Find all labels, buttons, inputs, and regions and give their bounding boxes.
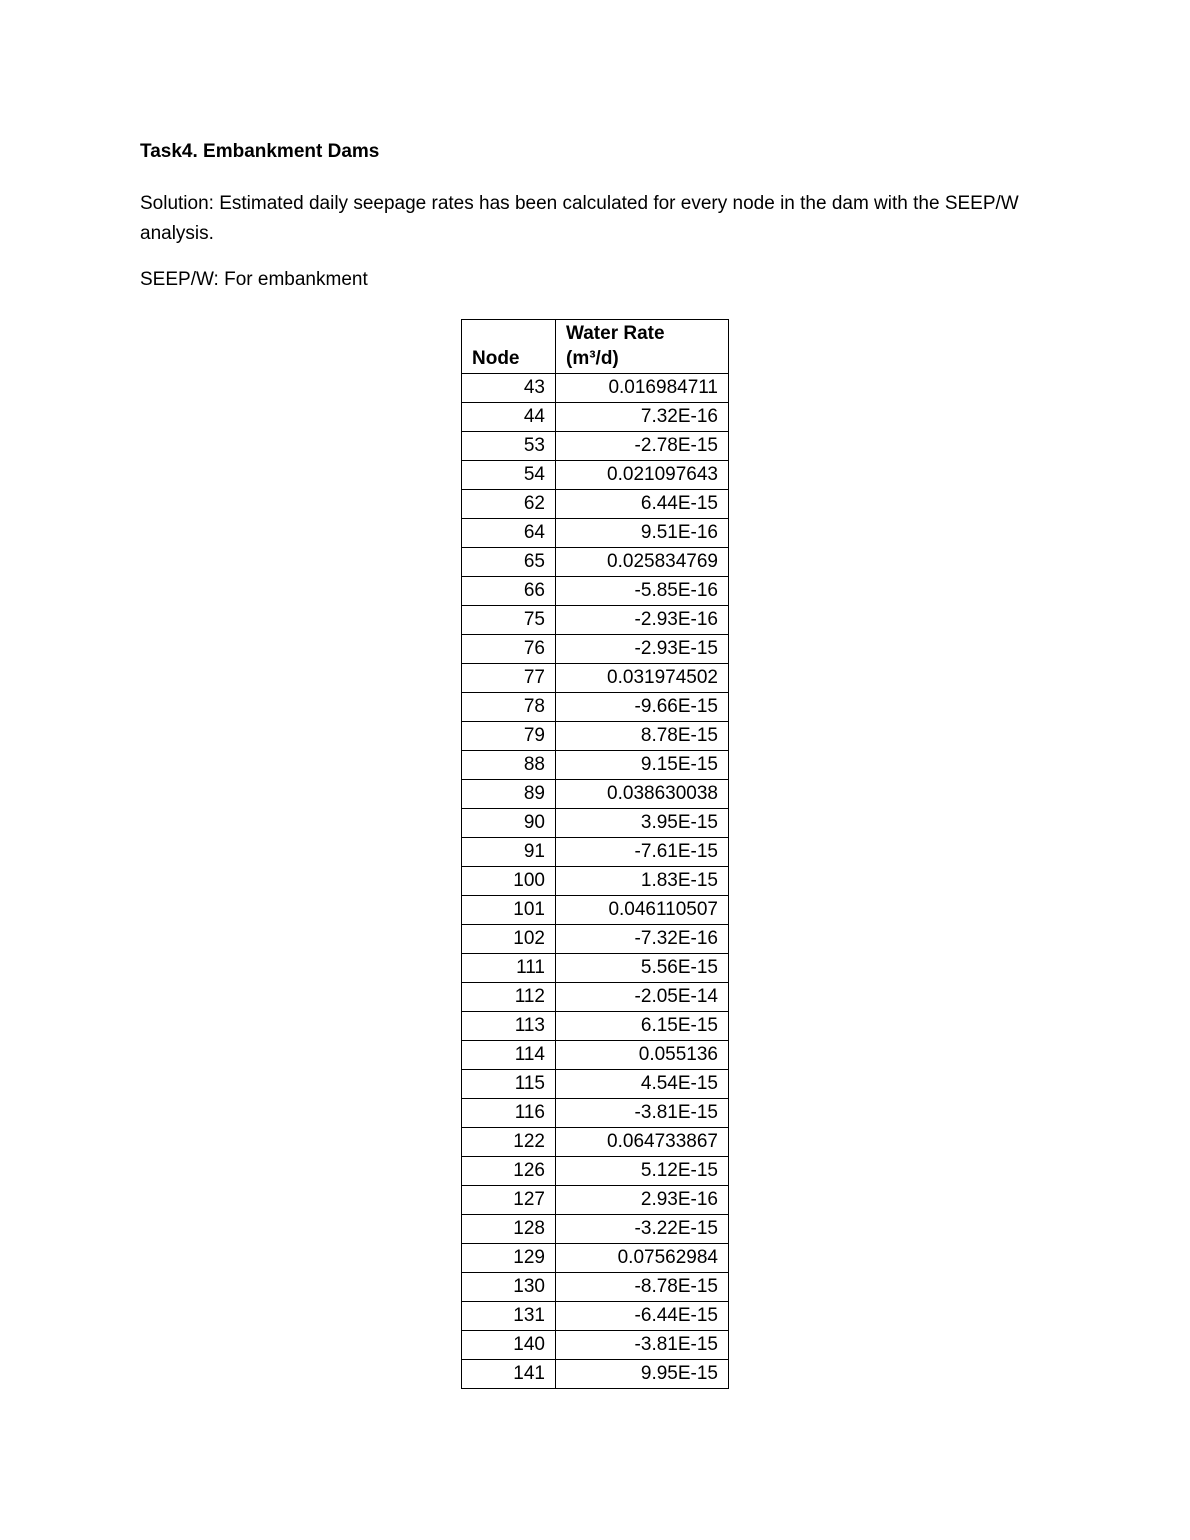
water-rate-cell: 0.055136: [556, 1041, 729, 1070]
water-rate-cell: 7.32E-16: [556, 403, 729, 432]
seepage-rate-table: [461, 319, 729, 1389]
water-rate-cell: 5.12E-15: [556, 1157, 729, 1186]
water-rate-cell: -3.81E-15: [556, 1331, 729, 1360]
table-row: [462, 1157, 729, 1186]
table-body: [462, 374, 729, 1389]
node-cell: 53: [462, 432, 556, 461]
node-cell: 140: [462, 1331, 556, 1360]
water-rate-cell: -3.22E-15: [556, 1215, 729, 1244]
table-row: [462, 1012, 729, 1041]
water-rate-cell: 1.83E-15: [556, 867, 729, 896]
table-row: [462, 403, 729, 432]
node-cell: 100: [462, 867, 556, 896]
node-cell: 89: [462, 780, 556, 809]
node-cell: 91: [462, 838, 556, 867]
task-heading: Task4. Embankment Dams: [140, 141, 380, 162]
water-rate-cell: -2.78E-15: [556, 432, 729, 461]
water-rate-column-header: [556, 320, 729, 374]
node-cell: 77: [462, 664, 556, 693]
node-cell: 114: [462, 1041, 556, 1070]
water-rate-cell: 0.064733867: [556, 1128, 729, 1157]
water-rate-cell: 0.025834769: [556, 548, 729, 577]
seep-w-subheading: SEEP/W: For embankment: [140, 269, 368, 290]
water-rate-cell: 8.78E-15: [556, 722, 729, 751]
node-cell: 66: [462, 577, 556, 606]
water-rate-cell: 0.038630038: [556, 780, 729, 809]
table-row: [462, 693, 729, 722]
table-row: [462, 867, 729, 896]
water-rate-cell: -2.93E-15: [556, 635, 729, 664]
node-cell: 127: [462, 1186, 556, 1215]
node-cell: 75: [462, 606, 556, 635]
water-rate-cell: -3.81E-15: [556, 1099, 729, 1128]
table-row: [462, 1302, 729, 1331]
table-row: [462, 809, 729, 838]
node-cell: 112: [462, 983, 556, 1012]
node-cell: 43: [462, 374, 556, 403]
water-rate-cell: 0.07562984: [556, 1244, 729, 1273]
table-row: [462, 432, 729, 461]
table-row: [462, 1331, 729, 1360]
water-rate-cell: 9.95E-15: [556, 1360, 729, 1389]
node-cell: 111: [462, 954, 556, 983]
node-cell: 115: [462, 1070, 556, 1099]
table-row: [462, 548, 729, 577]
table-row: [462, 490, 729, 519]
table-row: [462, 1244, 729, 1273]
water-rate-cell: 0.031974502: [556, 664, 729, 693]
table-row: [462, 751, 729, 780]
water-rate-header-unit: (m³/d): [566, 348, 619, 369]
table-row: [462, 1186, 729, 1215]
table-row: [462, 606, 729, 635]
water-rate-cell: 2.93E-16: [556, 1186, 729, 1215]
water-rate-header-line1: Water Rate: [566, 323, 665, 344]
table-row: [462, 1041, 729, 1070]
water-rate-cell: -6.44E-15: [556, 1302, 729, 1331]
water-rate-cell: -5.85E-16: [556, 577, 729, 606]
table-row: [462, 461, 729, 490]
node-cell: 141: [462, 1360, 556, 1389]
water-rate-cell: -2.05E-14: [556, 983, 729, 1012]
table-row: [462, 1128, 729, 1157]
node-cell: 130: [462, 1273, 556, 1302]
table-row: [462, 374, 729, 403]
node-cell: 76: [462, 635, 556, 664]
node-cell: 65: [462, 548, 556, 577]
water-rate-cell: 4.54E-15: [556, 1070, 729, 1099]
water-rate-cell: -9.66E-15: [556, 693, 729, 722]
table-row: [462, 1273, 729, 1302]
node-cell: 88: [462, 751, 556, 780]
table-row: [462, 896, 729, 925]
water-rate-cell: -8.78E-15: [556, 1273, 729, 1302]
water-rate-cell: -7.61E-15: [556, 838, 729, 867]
water-rate-cell: -7.32E-16: [556, 925, 729, 954]
table-row: [462, 577, 729, 606]
table-row: [462, 780, 729, 809]
table-row: [462, 838, 729, 867]
node-cell: 126: [462, 1157, 556, 1186]
node-cell: 79: [462, 722, 556, 751]
node-cell: 102: [462, 925, 556, 954]
water-rate-cell: 9.15E-15: [556, 751, 729, 780]
water-rate-cell: 6.15E-15: [556, 1012, 729, 1041]
water-rate-cell: 0.016984711: [556, 374, 729, 403]
table-row: [462, 519, 729, 548]
node-cell: 128: [462, 1215, 556, 1244]
node-cell: 78: [462, 693, 556, 722]
water-rate-cell: 9.51E-16: [556, 519, 729, 548]
node-cell: 90: [462, 809, 556, 838]
solution-paragraph: Solution: Estimated daily seepage rates has been calculated for every node in the dam with the SEEP/W analysis.: [140, 193, 1019, 244]
table-row: [462, 954, 729, 983]
node-cell: 54: [462, 461, 556, 490]
table-row: [462, 925, 729, 954]
water-rate-cell: 6.44E-15: [556, 490, 729, 519]
node-column-header: Node: [462, 320, 556, 374]
water-rate-cell: 5.56E-15: [556, 954, 729, 983]
node-cell: 129: [462, 1244, 556, 1273]
node-cell: 131: [462, 1302, 556, 1331]
water-rate-cell: 3.95E-15: [556, 809, 729, 838]
table-row: [462, 722, 729, 751]
table-row: [462, 664, 729, 693]
table-row: [462, 1215, 729, 1244]
node-cell: 62: [462, 490, 556, 519]
node-cell: 64: [462, 519, 556, 548]
table-header-row: [462, 320, 729, 374]
node-cell: 113: [462, 1012, 556, 1041]
table-row: [462, 635, 729, 664]
table-row: [462, 1070, 729, 1099]
table-row: [462, 1099, 729, 1128]
water-rate-cell: -2.93E-16: [556, 606, 729, 635]
node-cell: 101: [462, 896, 556, 925]
node-cell: 44: [462, 403, 556, 432]
water-rate-cell: 0.046110507: [556, 896, 729, 925]
table-row: [462, 983, 729, 1012]
table-row: [462, 1360, 729, 1389]
node-cell: 122: [462, 1128, 556, 1157]
water-rate-cell: 0.021097643: [556, 461, 729, 490]
node-cell: 116: [462, 1099, 556, 1128]
